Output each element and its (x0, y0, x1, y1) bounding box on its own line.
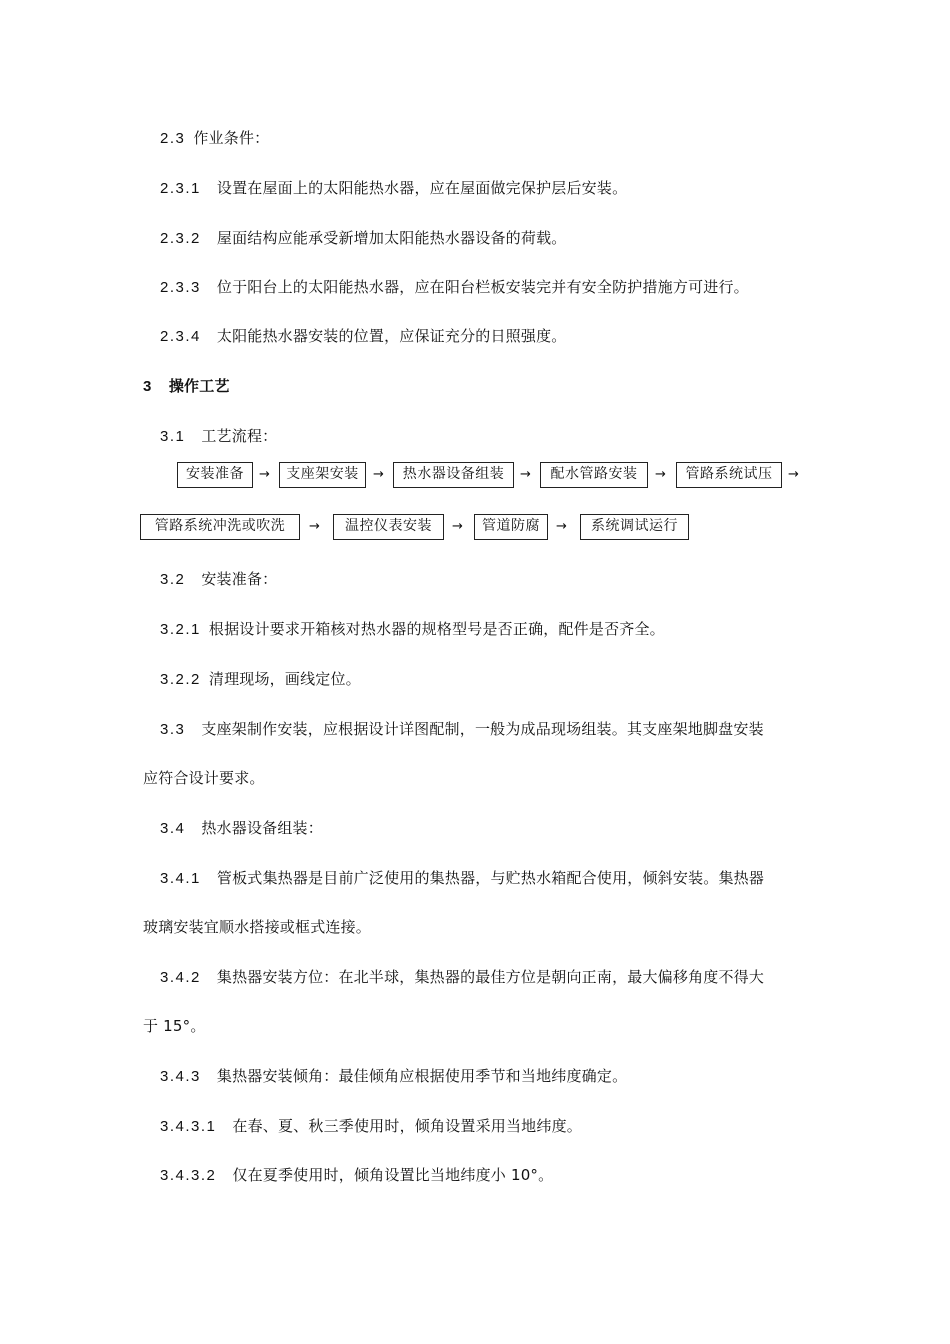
section-heading-3-4 (160, 818, 323, 839)
item-text: 清理现场，画线定位。 (208, 670, 361, 688)
section-heading-3 (143, 376, 230, 397)
section-heading-2-3 (160, 128, 269, 149)
item-text: 集热器安装方位：在北半球，集热器的最佳方位是朝向正南，最大偏移角度不得大 (216, 968, 765, 986)
flow-step-temp-control: 温控仪表安装 (333, 514, 444, 540)
paragraph-2-3-2 (160, 228, 566, 249)
arrow-right-icon: → (556, 519, 567, 534)
item-text: 设置在屋面上的太阳能热水器，应在屋面做完保护层后安装。 (216, 179, 628, 197)
item-text: 根据设计要求开箱核对热水器的规格型号是否正确，配件是否齐全。 (208, 620, 665, 638)
item-number: 3.4.3.2 (160, 1167, 217, 1184)
item-text: 屋面结构应能承受新增加太阳能热水器设备的荷载。 (216, 229, 567, 247)
section-title: 安装准备： (201, 570, 278, 588)
arrow-right-icon: → (452, 519, 463, 534)
item-number: 2.3.3 (160, 279, 201, 296)
arrow-right-icon: → (259, 467, 270, 482)
section-heading-3-1 (160, 426, 277, 447)
paragraph-3-4-2-line1 (160, 967, 764, 988)
item-text: 支座架制作安装，应根据设计详图配制，一般为成品现场组装。其支座架地脚盘安装 (201, 720, 764, 738)
paragraph-3-2-2 (160, 669, 361, 690)
paragraph-3-4-3-2 (160, 1165, 553, 1186)
item-text: 管板式集热器是目前广泛使用的集热器，与贮热水箱配合使用，倾斜安装。集热器 (216, 869, 765, 887)
paragraph-3-4-3 (160, 1066, 627, 1087)
section-number: 3.4 (160, 820, 186, 837)
paragraph-3-4-2-line2: 于 15°。 (143, 1017, 206, 1035)
paragraph-3-4-1-line1 (160, 868, 764, 889)
arrow-right-icon: → (373, 467, 384, 482)
item-number: 3.3 (160, 721, 186, 738)
section-title: 作业条件： (193, 129, 270, 147)
section-title: 操作工艺 (168, 377, 230, 395)
flow-step-pressure-test: 管路系统试压 (676, 462, 782, 488)
item-text: 仅在夏季使用时，倾角设置比当地纬度小 10°。 (232, 1166, 554, 1184)
section-title: 工艺流程： (201, 427, 278, 445)
item-number: 3.4.2 (160, 969, 201, 986)
flow-step-install-prep: 安装准备 (177, 462, 253, 488)
flow-step-water-piping: 配水管路安装 (540, 462, 648, 488)
arrow-right-icon: → (655, 467, 666, 482)
paragraph-2-3-1 (160, 178, 627, 199)
flow-step-heater-assembly: 热水器设备组装 (393, 462, 514, 488)
item-number: 3.2.2 (160, 671, 201, 688)
section-number: 3 (143, 378, 153, 395)
item-number: 3.2.1 (160, 621, 201, 638)
section-title: 热水器设备组装： (201, 819, 323, 837)
item-number: 2.3.4 (160, 328, 201, 345)
section-number: 3.1 (160, 428, 186, 445)
item-number: 2.3.1 (160, 180, 201, 197)
paragraph-2-3-3 (160, 277, 749, 298)
paragraph-3-3-line1 (160, 719, 764, 740)
paragraph-3-3-line2: 应符合设计要求。 (143, 769, 265, 787)
paragraph-2-3-4 (160, 326, 566, 347)
paragraph-3-4-1-line2: 玻璃安装宜顺水搭接或框式连接。 (143, 918, 372, 936)
arrow-right-icon: → (788, 467, 799, 482)
item-text: 位于阳台上的太阳能热水器，应在阳台栏板安装完并有安全防护措施方可进行。 (216, 278, 749, 296)
item-text: 在春、夏、秋三季使用时，倾角设置采用当地纬度。 (232, 1117, 582, 1135)
flow-step-support-frame: 支座架安装 (279, 462, 366, 488)
item-text: 太阳能热水器安装的位置，应保证充分的日照强度。 (216, 327, 567, 345)
arrow-right-icon: → (309, 519, 320, 534)
item-number: 3.4.1 (160, 870, 201, 887)
arrow-right-icon: → (520, 467, 531, 482)
section-heading-3-2 (160, 569, 277, 590)
section-number: 3.2 (160, 571, 186, 588)
flow-step-anticorrosion: 管道防腐 (474, 514, 548, 540)
flow-step-flush: 管路系统冲洗或吹洗 (140, 514, 300, 540)
item-number: 3.4.3 (160, 1068, 201, 1085)
item-text: 集热器安装倾角：最佳倾角应根据使用季节和当地纬度确定。 (216, 1067, 628, 1085)
paragraph-3-2-1 (160, 619, 665, 640)
paragraph-3-4-3-1 (160, 1116, 582, 1137)
item-number: 2.3.2 (160, 230, 201, 247)
item-number: 3.4.3.1 (160, 1118, 217, 1135)
flow-step-commissioning: 系统调试运行 (580, 514, 689, 540)
section-number: 2.3 (160, 130, 186, 147)
